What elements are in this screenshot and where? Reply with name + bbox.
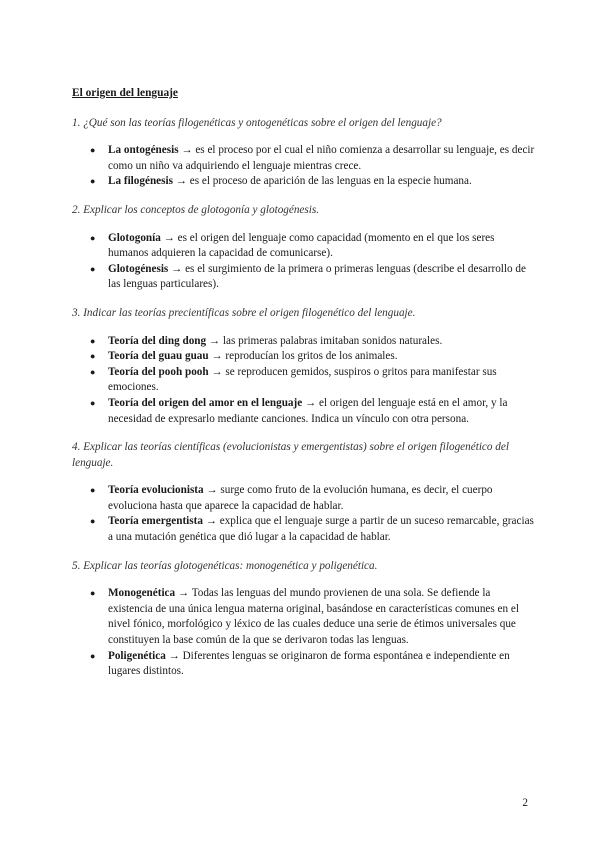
definition: → es el surgimiento de la primera o primeras lenguas (describe el desarrollo de las lenguas particulares).	[108, 262, 526, 291]
question-5: 5. Explicar las teorías glotogenéticas: monogenética y poligenética.	[72, 559, 378, 572]
question-4: 4. Explicar las teorías científicas (evolucionistas y emergentistas) sobre el origen filogenético del lenguaje.	[72, 441, 509, 469]
term: La ontogénesis	[108, 144, 179, 157]
definition: → explica que el lenguaje surge a partir de un suceso remarcable, gracias a una mutación genética que dió lugar a la capacidad de hablar.	[108, 515, 534, 544]
bullet-icon: ●	[90, 263, 96, 274]
definition: → las primeras palabras imitaban sonidos naturales.	[206, 334, 443, 347]
definition: → Diferentes lenguas se originaron de forma espontánea e independiente en lugares distintos.	[108, 649, 510, 678]
list-item	[90, 586, 536, 648]
answer-list-1	[72, 143, 536, 190]
list-item	[90, 231, 536, 262]
answer-list-3	[72, 334, 536, 428]
term: Glotogonía	[108, 231, 161, 244]
term: La filogénesis	[108, 175, 173, 188]
bullet-icon: ●	[90, 232, 96, 243]
answer-list-2	[72, 231, 536, 293]
answer-list-5	[72, 586, 536, 680]
term: Teoría del guau guau	[108, 350, 209, 363]
term: Monogenética	[108, 587, 176, 600]
list-item	[90, 396, 536, 427]
term: Teoría emergentista	[108, 515, 203, 528]
term: Poligenética	[108, 649, 166, 662]
list-item	[90, 174, 536, 190]
document-body	[72, 86, 536, 693]
question-3: 3. Indicar las teorías precientíficas sobre el origen filogenético del lenguaje.	[72, 306, 416, 319]
list-item	[90, 365, 536, 396]
list-item	[90, 649, 536, 680]
list-item	[90, 483, 536, 514]
document-title: El origen del lenguaje	[72, 87, 178, 99]
definition: → reproducían los gritos de los animales.	[208, 350, 398, 363]
definition: → Todas las lenguas del mundo provienen de una sola. Se defiende la existencia de una única lengua materna original, basándose en características comunes en el nivel fónico, morfológico y léxico de las cuales deduce una serie de étimos universales que constituyen la base común de la que se derivaron todas las lenguas.	[108, 587, 519, 647]
bullet-icon: ●	[90, 397, 96, 408]
bullet-icon: ●	[90, 485, 96, 496]
question-1: 1. ¿Qué son las teorías filogenéticas y ontogenéticas sobre el origen del lenguaje?	[72, 116, 442, 129]
definition: → el origen del lenguaje está en el amor, y la necesidad de expresarlo mediante canciones. Indica un vínculo con otra persona.	[108, 396, 508, 425]
bullet-icon: ●	[90, 351, 96, 362]
term: Teoría del ding dong	[108, 334, 207, 347]
list-item	[90, 143, 536, 174]
definition: → surge como fruto de la evolución humana, es decir, el cuerpo evoluciona hasta que aparece la capacidad de hablar.	[108, 484, 493, 512]
definition: → es el origen del lenguaje como capacidad (momento en el que los seres humanos adquieren la capacidad de comunicarse).	[108, 231, 495, 260]
page-number: 2	[522, 797, 528, 809]
term: Teoría evolucionista	[108, 484, 204, 497]
bullet-icon: ●	[90, 176, 96, 187]
bullet-icon: ●	[90, 145, 96, 156]
term: Teoría del origen del amor en el lenguaje	[108, 396, 303, 409]
list-item	[90, 334, 536, 350]
bullet-icon: ●	[90, 588, 96, 599]
question-2: 2. Explicar los conceptos de glotogonía y glotogénesis.	[72, 203, 320, 216]
bullet-icon: ●	[90, 650, 96, 661]
answer-list-4	[72, 483, 536, 545]
definition: → se reproducen gemidos, suspiros o gritos para manifestar sus emociones.	[108, 365, 497, 394]
list-item	[90, 514, 536, 545]
list-item	[90, 262, 536, 293]
definition: → es el proceso por el cual el niño comienza a desarrollar su lenguaje, es decir como un niño va adquiriendo el lenguaje mientras crece.	[108, 144, 535, 172]
term: Glotogénesis	[108, 262, 169, 275]
bullet-icon: ●	[90, 516, 96, 527]
bullet-icon: ●	[90, 366, 96, 377]
list-item	[90, 349, 536, 365]
definition: → es el proceso de aparición de las lenguas en la especie humana.	[172, 175, 472, 188]
bullet-icon: ●	[90, 335, 96, 346]
term: Teoría del pooh pooh	[108, 365, 209, 378]
